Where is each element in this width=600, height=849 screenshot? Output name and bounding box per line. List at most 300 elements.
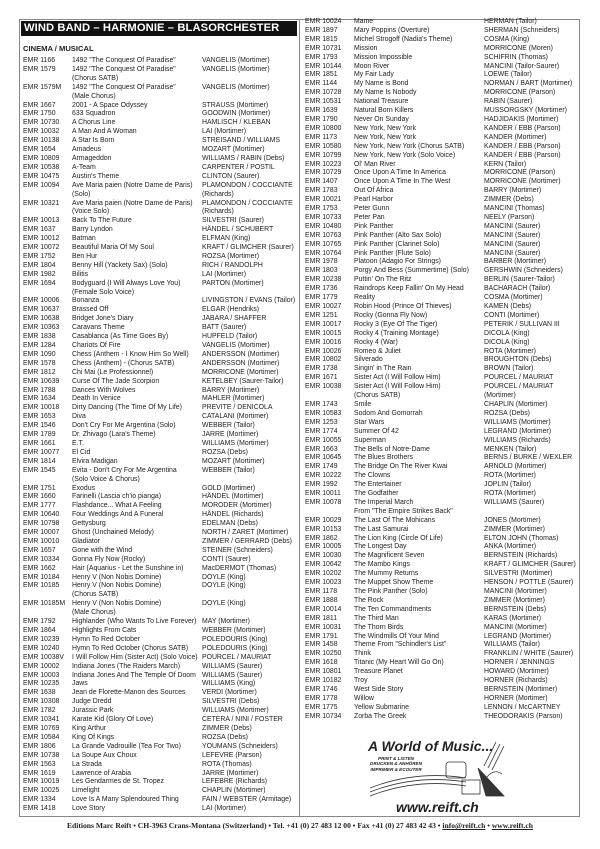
catalog-row — [23, 315, 298, 324]
catalog-code: EMR 10006 — [23, 297, 60, 305]
catalog-title: Rocky 4 (Training Montage) — [354, 329, 439, 337]
catalog-title: Barry Lyndon — [72, 226, 113, 234]
catalog-title: Dr. Zhivago (Lara's Theme) — [72, 431, 156, 439]
catalog-row — [305, 659, 580, 668]
catalog-row — [23, 395, 298, 404]
catalog-composer: WILLIAMS (Richards) — [484, 436, 551, 444]
catalog-composer: ZIMMER (Debs) — [202, 724, 252, 732]
catalog-title: The Mummy Returns — [354, 570, 419, 578]
catalog-row — [23, 137, 298, 146]
catalog-row — [305, 54, 580, 63]
catalog-row — [305, 98, 580, 107]
catalog-code: EMR 10733 — [305, 213, 342, 221]
catalog-composer: MORRICONE (Parson) — [484, 169, 556, 177]
catalog-row — [305, 517, 580, 526]
catalog-code: EMR 1545 — [23, 466, 56, 474]
logo-tagline: PRINT & LISTEN DRUCKEN & ANHÖREN IMPRIMER & ECOUTER — [370, 756, 422, 772]
catalog-code: EMR 10182 — [305, 677, 342, 685]
catalog-row — [23, 378, 298, 387]
catalog-title: La Strada — [72, 760, 102, 768]
catalog-row — [23, 761, 298, 770]
catalog-title: Pink Panther (Clarinet Solo) — [354, 240, 440, 248]
catalog-composer: MAY (Mortimer) — [202, 618, 250, 626]
catalog-composer: VANGELIS (Mortimer) — [202, 342, 270, 349]
catalog-code: EMR 1992 — [305, 481, 338, 489]
catalog-row — [23, 164, 298, 173]
catalog-row — [23, 146, 298, 155]
catalog-row — [23, 672, 298, 681]
catalog-composer: LOEWE (Tailor) — [484, 71, 532, 79]
catalog-composer: VANGELIS (Mortimer) — [202, 83, 270, 91]
catalog-composer: NORMAN / BART (Mortimer) — [484, 80, 573, 88]
reift-logo — [366, 738, 514, 814]
catalog-code: EMR 1662 — [23, 564, 56, 572]
section-heading: CINEMA / MUSICAL — [23, 44, 94, 53]
catalog-code: EMR 10728 — [305, 89, 342, 97]
catalog-row — [305, 365, 580, 374]
catalog-code: EMR 10809 — [23, 154, 60, 162]
catalog-code: EMR 1749 — [305, 463, 338, 471]
catalog-row — [305, 330, 580, 339]
footer-contact: Editions Marc Reift • CH-3963 Crans-Montana (Switzerland) • Tel. +41 (0) 27 483 12 00 • Fax +41 (0) 27 483 42 43 • — [66, 821, 443, 830]
catalog-code: EMR 1637 — [23, 226, 56, 234]
catalog-composer: HORNER (Richards) — [484, 677, 548, 685]
column-divider — [299, 19, 300, 817]
catalog-title: Back To The Future — [72, 217, 132, 225]
catalog-row — [305, 116, 580, 125]
catalog-code: EMR 10011 — [305, 490, 341, 498]
catalog-composer: VANGELIS (Mortimer) — [202, 65, 270, 73]
catalog-code: EMR 1166 — [23, 57, 56, 64]
catalog-title: Mary Poppins (Overture) — [354, 26, 430, 34]
catalog-code: EMR 10185M — [23, 600, 66, 608]
catalog-composer: BROWN (Tailor) — [484, 365, 534, 373]
catalog-code: EMR 1090 — [23, 350, 56, 358]
catalog-row — [23, 244, 298, 253]
catalog-title: Henry V (Non Nobis Domine) — [72, 573, 162, 581]
catalog-row — [23, 182, 298, 200]
catalog-code: EMR 10341 — [23, 716, 60, 724]
catalog-title: Chariots Of Fire — [72, 342, 121, 349]
catalog-composer: WILLIAMS (Mortimer) — [202, 439, 269, 447]
catalog-code: EMR 1618 — [305, 659, 338, 667]
catalog-code: EMR 10072 — [23, 244, 60, 252]
catalog-title: E.T. — [72, 439, 84, 447]
catalog-code: EMR 1862 — [305, 534, 338, 542]
catalog-composer: SILVESTRI (Mortimer) — [484, 570, 553, 578]
catalog-code: EMR 10738 — [23, 751, 60, 759]
catalog-row — [305, 107, 580, 116]
catalog-code: EMR 1812 — [23, 368, 56, 376]
catalog-composer: STRAUSS (Mortimer) — [202, 101, 269, 109]
catalog-row — [305, 80, 580, 89]
catalog-row — [305, 89, 580, 98]
catalog-row — [23, 413, 298, 422]
catalog-title: Pink Panther (Flute Solo) — [354, 249, 431, 257]
catalog-code: EMR 1783 — [305, 187, 338, 195]
catalog-title: The Mambo Kings — [354, 561, 410, 569]
catalog-row — [23, 173, 298, 182]
catalog-code: EMR 10584 — [23, 733, 60, 741]
catalog-composer: MAHLER (Mortimer) — [202, 395, 265, 403]
catalog-composer: MORRICONE (Moren) — [484, 44, 553, 52]
catalog-title: Natural Born Killers — [354, 107, 414, 115]
catalog-code: EMR 10038V — [23, 653, 64, 661]
catalog-code: EMR 1803 — [305, 267, 338, 275]
catalog-composer: WILLIAMS (Saurer) — [202, 662, 263, 670]
catalog-title: Peter Gunn — [354, 205, 390, 213]
catalog-row — [23, 689, 298, 698]
catalog-title: The Thorn Birds — [354, 623, 404, 631]
catalog-row — [305, 196, 580, 205]
catalog-code: EMR 1639 — [305, 107, 338, 115]
catalog-title: Peter Pan — [354, 213, 385, 221]
catalog-title: My Fair Lady — [354, 71, 394, 79]
catalog-composer: MUSSORGSKY (Mortimer) — [484, 107, 567, 115]
catalog-title: Flashdance... What A Feeling — [72, 502, 162, 510]
catalog-title: Love Story — [72, 805, 105, 813]
catalog-composer: JONES (Mortimer) — [484, 516, 541, 524]
catalog-composer: FAIN / WEBSTER (Armitage) — [202, 796, 292, 804]
catalog-row — [305, 134, 580, 143]
catalog-code: EMR 1334 — [23, 796, 56, 804]
catalog-title: The Rock — [354, 596, 384, 604]
catalog-composer: MOZART (Mortimer) — [202, 146, 265, 154]
catalog-composer: DOYLE (King) — [202, 582, 246, 590]
catalog-code: EMR 1774 — [305, 427, 338, 435]
catalog-row — [23, 297, 298, 306]
catalog-row — [305, 45, 580, 54]
catalog-composer: BERLIN (Saurer-Tailor) — [484, 276, 555, 284]
catalog-composer: BERNSTEIN (Mortimer) — [484, 685, 558, 693]
catalog-code: EMR 10032 — [23, 128, 60, 136]
catalog-title: Reality — [354, 294, 376, 302]
catalog-row — [23, 627, 298, 636]
catalog-code: EMR 10026 — [305, 347, 342, 355]
catalog-row — [305, 178, 580, 187]
catalog-title: Batman — [72, 235, 96, 243]
catalog-code: EMR 10019 — [23, 778, 60, 786]
catalog-code: EMR 1660 — [23, 493, 56, 501]
catalog-composer: HÄNDEL / SCHUBERT — [202, 226, 274, 234]
catalog-title: Henry V (Non Nobis Domine) (Chorus SATB) — [72, 582, 162, 599]
catalog-composer: SHERMAN (Schneiders) — [484, 26, 560, 34]
catalog-row — [305, 704, 580, 713]
catalog-code: EMR 10538 — [23, 163, 60, 171]
catalog-title: Gladiator — [72, 537, 100, 545]
catalog-composer: ROZSA (Debs) — [202, 733, 248, 741]
logo-url: www.reift.ch — [396, 799, 479, 815]
catalog-code: EMR 1746 — [305, 685, 338, 693]
catalog-title: The Third Man — [354, 614, 399, 622]
catalog-row — [23, 565, 298, 574]
catalog-row — [23, 128, 298, 137]
catalog-code: EMR 10077 — [23, 448, 60, 456]
catalog-row — [305, 606, 580, 615]
website-link[interactable]: www.reift.ch — [491, 821, 534, 830]
catalog-row — [305, 241, 580, 250]
catalog-composer: KRAFT / GLIMCHER (Saurer) — [202, 244, 294, 252]
catalog-composer: ROTA (Mortimer) — [484, 347, 536, 355]
catalog-composer: BACHARACH (Tailor) — [484, 285, 551, 293]
catalog-code: EMR 1671 — [305, 374, 338, 382]
catalog-title: Highlander (Who Wants To Live Forever) — [72, 618, 197, 626]
catalog-row — [305, 641, 580, 650]
catalog-title: The Godfather — [354, 490, 399, 498]
catalog-code: EMR 1738 — [305, 365, 338, 373]
catalog-row — [305, 410, 580, 419]
catalog-code: EMR 1851 — [305, 71, 338, 79]
catalog-row — [305, 481, 580, 490]
catalog-composer: BARRY (Mortimer) — [202, 386, 260, 394]
catalog-composer: KERN (Tailor) — [484, 160, 527, 168]
catalog-title: Beautiful Maria Of My Soul — [72, 244, 154, 252]
catalog-row — [23, 119, 298, 128]
catalog-row — [23, 493, 298, 502]
catalog-code: EMR 10017 — [305, 320, 342, 328]
catalog-composer: PARTON (Mortimer) — [202, 279, 264, 287]
catalog-row — [23, 805, 298, 814]
catalog-composer: VERDI (Mortimer) — [202, 689, 257, 697]
catalog-title: Indiana Jones (The Raiders March) — [72, 662, 181, 670]
catalog-row — [305, 321, 580, 330]
catalog-code: EMR 10027 — [305, 303, 342, 310]
catalog-code: EMR 1579M — [23, 83, 62, 91]
catalog-title: Puttin' On The Ritz — [354, 276, 412, 284]
catalog-row — [23, 404, 298, 413]
catalog-row — [305, 624, 580, 633]
catalog-row — [305, 597, 580, 606]
catalog-code: EMR 10731 — [305, 44, 342, 52]
catalog-title: Sister Act (I Will Follow Him) — [354, 374, 441, 382]
catalog-composer: STEINER (Schneiders) — [202, 546, 273, 554]
catalog-code: EMR 1888 — [305, 596, 338, 604]
catalog-composer: LEFEVRE (Parson) — [202, 751, 262, 759]
catalog-code: EMR 1736 — [305, 285, 338, 293]
catalog-composer: MANCINI (Saurer) — [484, 249, 541, 257]
catalog-code: EMR 10642 — [305, 561, 342, 569]
catalog-title: Sodom And Gomorrah — [354, 409, 423, 417]
catalog-composer: RICH / RANDOLPH — [202, 261, 263, 269]
catalog-code: EMR 1982 — [23, 270, 56, 278]
catalog-composer: WILLIAMS (Mortimer) — [202, 707, 269, 715]
catalog-composer: BERNSTEIN (Richards) — [484, 552, 558, 560]
catalog-code: EMR 1661 — [23, 439, 56, 447]
catalog-row — [305, 356, 580, 365]
catalog-composer: ANKA (Mortimer) — [484, 543, 537, 551]
catalog-title: Zorba The Greek — [354, 712, 407, 720]
catalog-composer: KETELBEY (Saurer-Tailor) — [202, 377, 284, 385]
catalog-code: EMR 1804 — [23, 261, 56, 269]
catalog-title: Theme From "Schindler's List" — [354, 641, 447, 649]
catalog-code: EMR 10238 — [305, 276, 342, 284]
catalog-code: EMR 1864 — [23, 627, 56, 634]
catalog-row — [23, 636, 298, 645]
catalog-row — [305, 232, 580, 241]
catalog-row — [23, 707, 298, 716]
catalog-code: EMR 10802 — [305, 356, 342, 364]
catalog-composer: ANDERSSON (Mortimer) — [202, 359, 280, 367]
catalog-title: The Magnificent Seven — [354, 552, 425, 560]
catalog-row — [23, 467, 298, 485]
catalog-title: Ave Maria paien (Notre Dame de Paris) (Solo) — [72, 181, 193, 198]
catalog-row — [305, 267, 580, 276]
catalog-row — [305, 187, 580, 196]
catalog-code: EMR 10003 — [23, 671, 60, 679]
catalog-title: Love Is A Many Splendoured Thing — [72, 796, 179, 804]
catalog-composer: BROUGHTON (Debs) — [484, 356, 552, 364]
catalog-code: EMR 10018 — [23, 404, 60, 412]
catalog-title: Once Upon A Time In The West — [354, 178, 451, 186]
catalog-row — [23, 556, 298, 565]
catalog-code: EMR 10023 — [305, 579, 342, 587]
catalog-row — [23, 57, 298, 66]
catalog-row — [23, 645, 298, 654]
catalog-code: EMR 10030 — [305, 552, 342, 560]
catalog-row — [23, 511, 298, 520]
catalog-row — [23, 778, 298, 787]
catalog-code: EMR 10007 — [23, 529, 60, 537]
catalog-title: Michel Strogoff (Nadia's Theme) — [354, 35, 453, 43]
catalog-title: Summer Of 42 — [354, 427, 399, 435]
catalog-row — [305, 463, 580, 472]
catalog-title: Elvira Madigan — [72, 457, 118, 465]
catalog-row — [305, 686, 580, 695]
catalog-title: Once Upon A Time In America — [354, 169, 446, 177]
catalog-row — [305, 490, 580, 499]
catalog-code: EMR 10025 — [23, 787, 60, 795]
catalog-composer: RABIN (Saurer) — [484, 98, 533, 106]
catalog-title: Diva — [72, 413, 86, 421]
catalog-composer: MORRICONE (Mortimer) — [202, 368, 279, 376]
catalog-code: EMR 1751 — [23, 484, 56, 492]
logo-headline: A World of Music... — [368, 738, 494, 754]
catalog-title: My Name Is Nobody — [354, 89, 417, 97]
catalog-composer: JARRE (Mortimer) — [202, 431, 259, 439]
catalog-row — [23, 217, 298, 226]
catalog-code: EMR 1752 — [23, 252, 56, 260]
catalog-title: El Cid — [72, 448, 91, 456]
catalog-composer: LAI (Mortimer) — [202, 270, 247, 278]
catalog-row — [23, 342, 298, 351]
catalog-title: The Pink Panther (Solo) — [354, 588, 428, 595]
catalog-title: Jean de Florette-Manon des Sources — [72, 689, 186, 697]
catalog-code: EMR 1791 — [305, 632, 338, 640]
email-link[interactable]: info@reift.ch — [442, 821, 486, 830]
page-title: WIND BAND – HARMONIE – BLASORCHESTER — [21, 21, 297, 36]
catalog-title: Les Gendarmes de St. Tropez — [72, 778, 164, 786]
catalog-row — [305, 161, 580, 170]
catalog-title: New York, New York — [354, 133, 417, 141]
catalog-row — [305, 446, 580, 455]
catalog-composer: COSMA (King) — [484, 35, 530, 43]
catalog-composer: GERSHWIN (Schneiders) — [484, 267, 563, 275]
catalog-title: Gone with the Wind — [72, 546, 133, 554]
catalog-title: Austin's Theme — [72, 172, 120, 180]
catalog-row — [23, 253, 298, 262]
catalog-title: 633 Squadron — [72, 110, 116, 118]
catalog-composer: CHAPLIN (Mortimer) — [484, 400, 548, 408]
catalog-row — [23, 770, 298, 779]
catalog-title: Think — [354, 650, 371, 658]
catalog-composer: BATT (Saurer) — [202, 324, 247, 332]
catalog-title: 1492 "The Conquest Of Paradise" — [72, 57, 176, 64]
catalog-title: Star Wars — [354, 418, 385, 426]
catalog-composer: BERNSTEIN (Debs) — [484, 605, 547, 613]
catalog-composer: SILVESTRI (Debs) — [202, 698, 260, 706]
catalog-code: EMR 1777 — [23, 502, 56, 510]
catalog-row — [23, 387, 298, 396]
catalog-code: EMR 1750 — [23, 110, 56, 118]
catalog-code: EMR 10638 — [23, 315, 60, 323]
catalog-code: EMR 1418 — [23, 805, 56, 813]
catalog-row — [23, 787, 298, 796]
catalog-row — [23, 235, 298, 244]
catalog-row — [23, 716, 298, 725]
catalog-row — [305, 499, 580, 517]
catalog-composer: HADJIDAKIS (Mortimer) — [484, 115, 559, 123]
catalog-composer: LEGRAND (Mortimer) — [484, 632, 551, 640]
catalog-row — [23, 654, 298, 663]
catalog-composer: PLAMONDON / COCCIANTE (Richards) — [202, 181, 293, 198]
catalog-composer: HAMLISCH / KLEBAN — [202, 119, 271, 127]
catalog-column-left — [23, 57, 298, 814]
catalog-title: The Clowns — [354, 472, 391, 480]
catalog-code: EMR 10769 — [23, 724, 60, 732]
catalog-row — [23, 734, 298, 743]
catalog-code: EMR 10729 — [305, 169, 342, 177]
catalog-row — [23, 547, 298, 556]
catalog-title: A Chorus Line — [72, 119, 116, 127]
catalog-row — [305, 143, 580, 152]
catalog-title: Brassed Off — [72, 306, 109, 314]
catalog-title: The Imperial March From "The Empire Strikes Back" — [354, 498, 453, 515]
catalog-composer: CARPENTER / POSTIL — [202, 163, 275, 171]
catalog-code: EMR 1778 — [305, 694, 338, 702]
footer — [0, 821, 600, 830]
catalog-row — [305, 552, 580, 561]
catalog-row — [305, 633, 580, 642]
catalog-title: Don't Cry For Me Argentina (Solo) — [72, 422, 176, 430]
catalog-composer: ROTA (Mortimer) — [484, 490, 536, 498]
catalog-title: Amadeus — [72, 146, 102, 154]
catalog-title: Superman — [354, 436, 386, 444]
catalog-title: The Ten Commandments — [354, 605, 432, 613]
catalog-composer: HERMAN (Tailor) — [484, 18, 537, 25]
catalog-composer: POURCEL / MAURIAT — [202, 653, 272, 661]
catalog-code: EMR 10734 — [305, 712, 342, 720]
catalog-code: EMR 10580 — [305, 142, 342, 150]
catalog-row — [305, 650, 580, 659]
catalog-code: EMR 1563 — [23, 760, 56, 768]
catalog-composer: ANDERSSON (Mortimer) — [202, 350, 280, 358]
catalog-code: EMR 10363 — [23, 324, 60, 332]
catalog-composer: BERNS / BURKE / WEXLER — [484, 454, 573, 462]
catalog-title: The Windmills Of Your Mind — [354, 632, 440, 640]
catalog-row — [305, 695, 580, 704]
catalog-title: Smile — [354, 400, 372, 408]
catalog-title: 2001 - A Space Odyssey — [72, 101, 148, 109]
catalog-code: EMR 1815 — [305, 35, 338, 43]
catalog-title: Limelight — [72, 787, 100, 795]
catalog-title: New York, New York — [354, 124, 417, 132]
catalog-code: EMR 1814 — [23, 457, 56, 465]
catalog-title: The Longest Day — [354, 543, 407, 551]
catalog-code: EMR 10240 — [23, 644, 60, 652]
catalog-title: Willow — [354, 694, 374, 702]
catalog-code: EMR 10078 — [305, 498, 342, 506]
catalog-composer: MANCINI (Saurer) — [484, 222, 541, 230]
